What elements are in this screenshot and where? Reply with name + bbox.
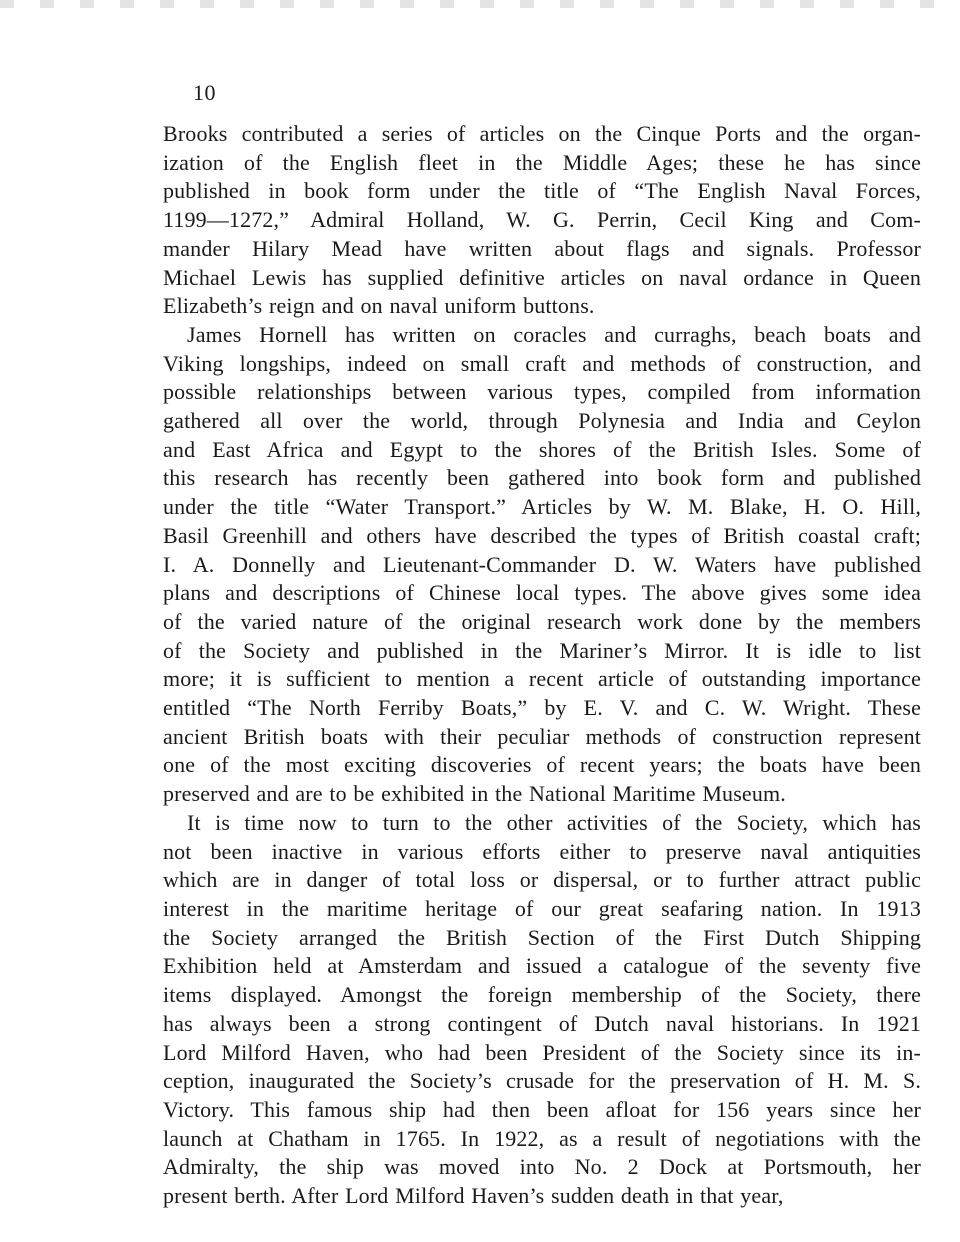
text-line: gathered all over the world, through Polynesia and India and Ceylon (163, 408, 921, 434)
paragraph-2 (163, 321, 921, 809)
text-line: preserved and are to be exhibited in the National Maritime Museum. (163, 781, 786, 807)
text-line: more; it is sufficient to mention a recent article of outstanding importance (163, 666, 921, 692)
text-line: under the title “Water Transport.” Articles by W. M. Blake, H. O. Hill, (163, 494, 921, 520)
text-line: present berth. After Lord Milford Haven’s sudden death in that year, (163, 1183, 784, 1209)
text-line: I. A. Donnelly and Lieutenant-Commander D. W. Waters have published (163, 551, 921, 577)
text-line: Victory. This famous ship had then been afloat for 156 years since her (163, 1096, 921, 1122)
text-line: ization of the English fleet in the Middle Ages; these he has since (163, 149, 921, 175)
text-line: and East Africa and Egypt to the shores of the British Isles. Some of (163, 436, 921, 462)
text-line: mander Hilary Mead have written about flags and signals. Professor (163, 235, 921, 261)
text-line: the Society arranged the British Section of the First Dutch Shipping (163, 924, 921, 950)
body-text (163, 120, 921, 1211)
text-line: 1199—1272,” Admiral Holland, W. G. Perrin, Cecil King and Com- (163, 207, 921, 233)
text-line: has always been a strong contingent of Dutch naval historians. In 1921 (163, 1010, 921, 1036)
text-line: of the Society and published in the Mariner’s Mirror. It is idle to list (163, 637, 921, 663)
text-line: Basil Greenhill and others have described the types of British coastal craft; (163, 522, 921, 548)
text-line: ception, inaugurated the Society’s crusade for the preservation of H. M. S. (163, 1068, 921, 1094)
text-line: Elizabeth’s reign and on naval uniform buttons. (163, 293, 595, 319)
text-line: Exhibition held at Amsterdam and issued a catalogue of the seventy five (163, 953, 921, 979)
page-number: 10 (193, 80, 216, 105)
text-line: James Hornell has written on coracles and curraghs, beach boats and (187, 321, 921, 347)
text-line: this research has recently been gathered into book form and published (163, 465, 921, 491)
text-line: It is time now to turn to the other activities of the Society, which has (187, 809, 921, 835)
text-line: ancient British boats with their peculiar methods of construction represent (163, 723, 921, 749)
text-line: plans and descriptions of Chinese local types. The above gives some idea (163, 580, 921, 606)
text-line: published in book form under the title of “The English Naval Forces, (163, 178, 921, 204)
text-line: Lord Milford Haven, who had been President of the Society since its in- (163, 1039, 921, 1065)
text-line: of the varied nature of the original research work done by the members (163, 608, 921, 634)
paragraph-3 (163, 809, 921, 1211)
text-line: possible relationships between various types, compiled from information (163, 379, 921, 405)
text-line: not been inactive in various efforts either to preserve naval antiquities (163, 838, 921, 864)
text-line: items displayed. Amongst the foreign membership of the Society, there (163, 982, 921, 1008)
text-line: Brooks contributed a series of articles on the Cinque Ports and the organ- (163, 121, 921, 146)
text-line: which are in danger of total loss or dispersal, or to further attract public (163, 867, 921, 893)
text-line: Viking longships, indeed on small craft and methods of construction, and (163, 350, 921, 376)
paragraph-1 (163, 120, 921, 321)
text-line: entitled “The North Ferriby Boats,” by E. V. and C. W. Wright. These (163, 695, 921, 721)
text-line: Michael Lewis has supplied definitive articles on naval ordance in Queen (163, 264, 921, 290)
text-line: one of the most exciting discoveries of recent years; the boats have been (163, 752, 921, 778)
scan-edge-artifact (0, 0, 960, 8)
text-line: launch at Chatham in 1765. In 1922, as a result of negotiations with the (163, 1125, 921, 1151)
text-line: interest in the maritime heritage of our great seafaring nation. In 1913 (163, 895, 921, 921)
text-line: Admiralty, the ship was moved into No. 2 Dock at Portsmouth, her (163, 1154, 921, 1180)
